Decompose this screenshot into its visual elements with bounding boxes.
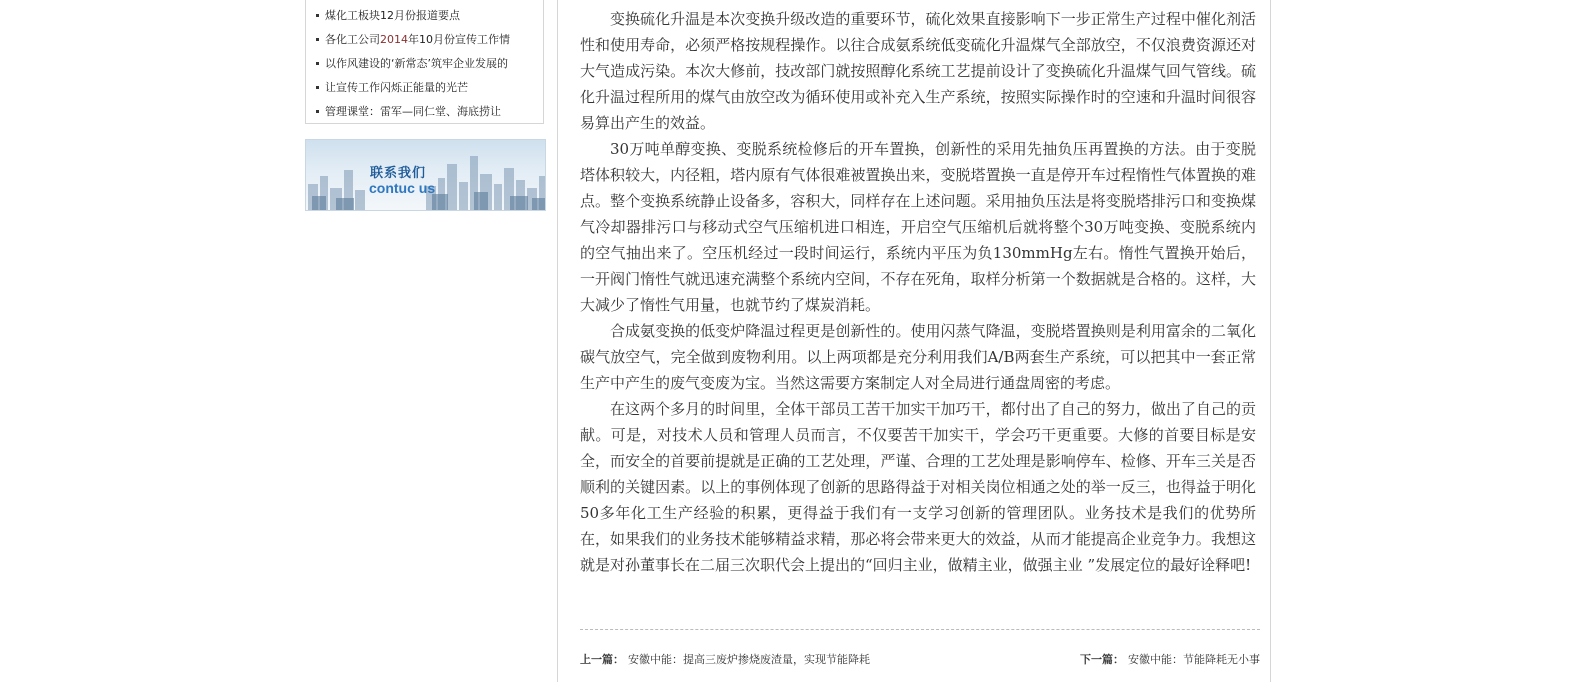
bullet-icon	[316, 110, 319, 113]
list-item[interactable]	[316, 76, 543, 100]
prev-article-link[interactable]: 安徽中能：提高三废炉掺烧废渣量，实现节能降耗	[628, 653, 870, 666]
list-item[interactable]	[316, 52, 543, 76]
article-column	[557, 0, 1271, 682]
news-link[interactable]: 让宣传工作闪烁正能量的光芒	[325, 81, 468, 94]
contact-us-banner[interactable]	[305, 139, 546, 211]
list-item[interactable]	[316, 28, 543, 52]
news-link[interactable]: 以作风建设的‘新常态’筑牢企业发展的	[325, 57, 508, 70]
divider	[580, 629, 1260, 630]
list-item[interactable]	[316, 100, 543, 124]
prev-label: 上一篇：	[580, 653, 624, 666]
bullet-icon	[316, 38, 319, 41]
article-pager	[580, 651, 1260, 669]
article-paragraph: 30万吨单醇变换、变脱系统检修后的开车置换，创新性的采用先抽负压再置换的方法。由于变脱塔体积较大，内径粗，塔内原有气体很难被置换出来，变脱塔置换一直是停开车过程惰性气体置换的难点。整个变换系统静止设备多，容积大，同样存在上述问题。采用抽负压法是将变脱塔排污口和变换煤气冷却器排污口与移动式空气压缩机进口相连，开启空气压缩机后就将整个30万吨变换、变脱系统内的空气抽出来了。空压机经过一段时间运行，系统内平压为负130mmHg左右。惰性气置换开始后，一开阀门惰性气就迅速充满整个系统内空间，不存在死角，取样分析第一个数据就是合格的。这样，大大减少了惰性气用量，也就节约了煤炭消耗。	[580, 140, 1256, 314]
article-paragraph: 变换硫化升温是本次变换升级改造的重要环节，硫化效果直接影响下一步正常生产过程中催化剂活性和使用寿命，必须严格按规程操作。以往合成氨系统低变硫化升温煤气全部放空，不仅浪费资源还对大气造成污染。本次大修前，技改部门就按照醇化系统工艺提前设计了变换硫化升温煤气回气管线。硫化升温过程所用的煤气由放空改为循环使用或补充入生产系统，按照实际操作时的空速和升温时间很容易算出产生的效益。	[580, 10, 1256, 132]
bullet-icon	[316, 14, 319, 17]
news-link[interactable]: 煤化工板块12月份报道要点	[325, 9, 460, 22]
article-paragraph: 合成氨变换的低变炉降温过程更是创新性的。使用闪蒸气降温，变脱塔置换则是利用富余的二氧化碳气放空气，完全做到废物利用。以上两项都是充分利用我们A/B两套生产系统，可以把其中一套正常生产中产生的废气变废为宝。当然这需要方案制定人对全局进行通盘周密的考虑。	[580, 322, 1256, 392]
prev-article	[580, 651, 870, 669]
news-link[interactable]: 各化工公司2014年10月份宣传工作情	[325, 33, 510, 46]
news-list	[306, 0, 543, 124]
list-item[interactable]	[316, 4, 543, 28]
contact-title-en: contuc us	[369, 180, 436, 196]
bullet-icon	[316, 62, 319, 65]
bullet-icon	[316, 86, 319, 89]
next-label: 下一篇：	[1080, 653, 1124, 666]
news-list-box	[305, 0, 544, 124]
next-article	[1080, 651, 1260, 669]
article-body	[580, 6, 1256, 578]
news-link[interactable]: 管理课堂：雷军—同仁堂、海底捞让	[325, 105, 501, 118]
article-paragraph: 在这两个多月的时间里，全体干部员工苦干加实干加巧干，都付出了自己的努力，做出了自己的贡献。可是，对技术人员和管理人员而言，不仅要苦干加实干，学会巧干更重要。大修的首要目标是安全，而安全的首要前提就是正确的工艺处理，严谨、合理的工艺处理是影响停车、检修、开车三关是否顺利的关键因素。以上的事例体现了创新的思路得益于对相关岗位相通之处的举一反三，也得益于明化50多年化工生产经验的积累，更得益于我们有一支学习创新的管理团队。业务技术是我们的优势所在，如果我们的业务技术能够精益求精，那必将会带来更大的效益，从而才能提高企业竞争力。我想这就是对孙董事长在二届三次职代会上提出的“回归主业，做精主业，做强主业 ”发展定位的最好诠释吧!	[580, 400, 1256, 574]
contact-title-cn: 联系我们	[370, 166, 427, 181]
next-article-link[interactable]: 安徽中能：节能降耗无小事	[1128, 653, 1260, 666]
